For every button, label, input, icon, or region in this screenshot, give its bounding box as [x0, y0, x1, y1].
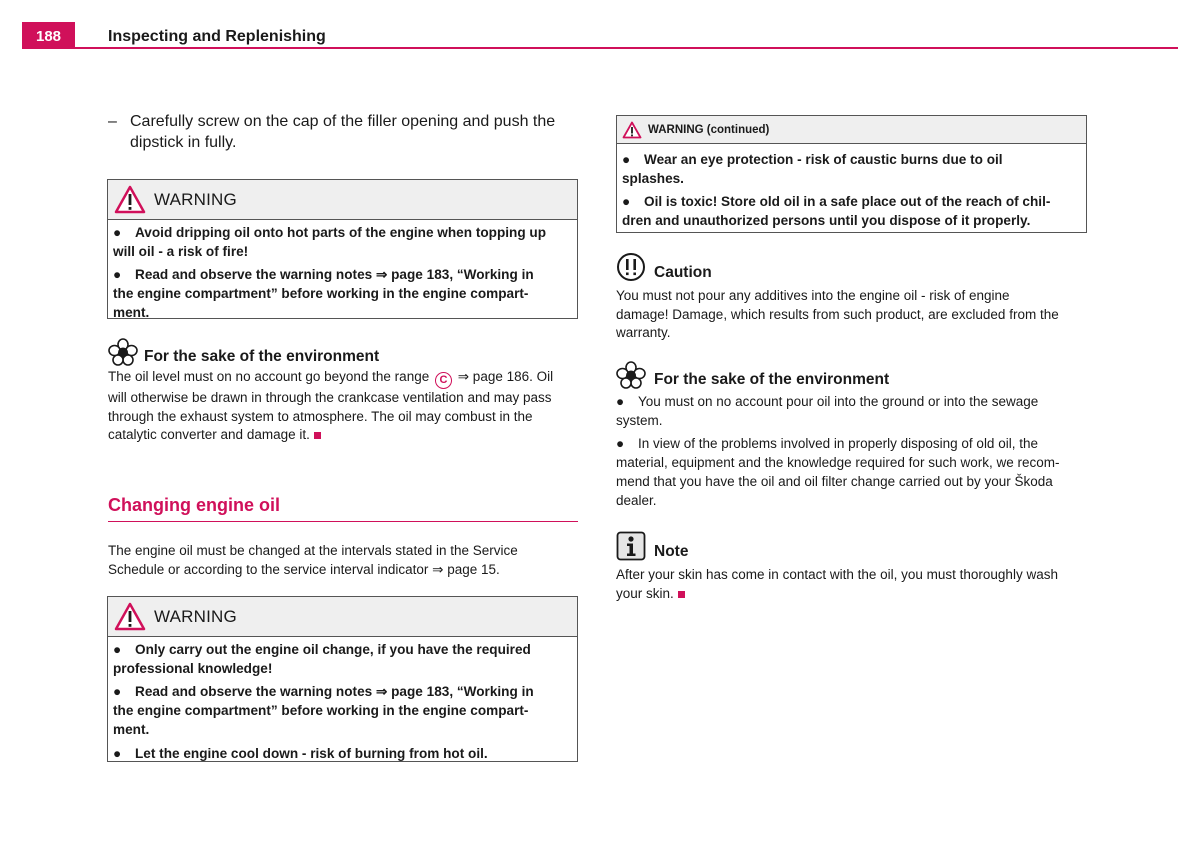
warning-triangle-icon — [114, 185, 146, 214]
environment-title: For the sake of the environment — [654, 371, 890, 388]
chapter-title: Changing engine oil — [108, 495, 280, 515]
warning-item: ● Let the engine cool down - risk of burning from hot oil. — [113, 745, 488, 761]
flower-icon — [108, 338, 138, 366]
page-number: 188 — [22, 22, 75, 49]
caution-note: Caution You must not pour any additives into the engine oil - risk of engine damage! Damage, which results from such product, are excluded from the warranty. — [616, 252, 1096, 343]
warning-header — [108, 180, 577, 220]
warning-box-oil-change — [107, 596, 578, 762]
warning-title: WARNING — [154, 606, 237, 626]
warning-item: ● Wear an eye protection - risk of caustic burns due to oil splashes. — [622, 152, 1003, 186]
warning-item: ● Read and observe the warning notes ⇒ page 183, “Working in the engine compartment” before working in the engine compart- ment. — [113, 267, 534, 320]
environment-note-right — [616, 361, 1096, 510]
environment-note-left: For the sake of the environment The oil level must on no account go beyond the range C ⇒ page 186. Oil will otherwise be drawn in through the crankcase ventilation and may pass through the exhaust system to atmosphere. The oil may combust in the catalytic converter and damage it. — [108, 338, 583, 445]
step-dash: – — [108, 113, 117, 130]
environment-title: For the sake of the environment — [144, 348, 380, 365]
caution-title: Caution — [654, 264, 712, 281]
note-title: Note — [654, 543, 689, 560]
warning-item: ● Read and observe the warning notes ⇒ page 183, “Working in the engine compartment” before working in the engine compart- ment. — [113, 684, 534, 737]
warning-item: ● Avoid dripping oil onto hot parts of the engine when topping up will oil - a risk of fire! — [113, 225, 547, 259]
flower-icon — [616, 361, 646, 389]
warning-title: WARNING — [154, 189, 237, 209]
step-instruction — [108, 111, 583, 153]
warning-box-oil-drip — [107, 179, 578, 319]
caution-circle-icon — [616, 252, 646, 282]
warning-title: WARNING (continued) — [648, 123, 770, 136]
section-end-marker — [678, 591, 685, 598]
step-text-line2: dipstick in fully. — [130, 134, 237, 151]
warning-item: ● Only carry out the engine oil change, if you have the required professional knowledge! — [113, 642, 531, 676]
info-icon — [616, 531, 646, 561]
chapter-text-line1: The engine oil must be changed at the intervals stated in the Service — [108, 543, 518, 558]
chapter-section — [108, 495, 578, 579]
range-c-icon: C — [435, 372, 452, 389]
note-box: Note After your skin has come in contact with the oil, you must thoroughly wash your skin. — [616, 531, 1096, 603]
chapter-rule — [108, 521, 578, 522]
warning-item: ● Oil is toxic! Store old oil in a safe place out of the reach of chil- dren and unauthorized persons until you dispose of it properly. — [622, 194, 1051, 229]
environment-item: ● In view of the problems involved in properly disposing of old oil, the material, equipment and the knowledge required for such work, we recom- mend that you have the oil and oil filter change carried out by your Škoda dealer. — [616, 436, 1060, 508]
step-text-line1: Carefully screw on the cap of the filler opening and push the — [130, 113, 556, 130]
header-rule — [22, 47, 1178, 49]
warning-triangle-icon — [114, 602, 146, 631]
chapter-text-line2: Schedule or according to the service interval indicator ⇒ page 15. — [108, 561, 500, 577]
warning-header — [617, 116, 1086, 144]
section-end-marker — [314, 432, 321, 439]
warning-triangle-icon — [622, 121, 642, 139]
warning-box-continued — [616, 115, 1087, 233]
environment-item: ● You must on no account pour oil into the ground or into the sewage system. — [616, 394, 1039, 428]
page-header-title: Inspecting and Replenishing — [108, 28, 326, 45]
warning-header — [108, 597, 577, 637]
